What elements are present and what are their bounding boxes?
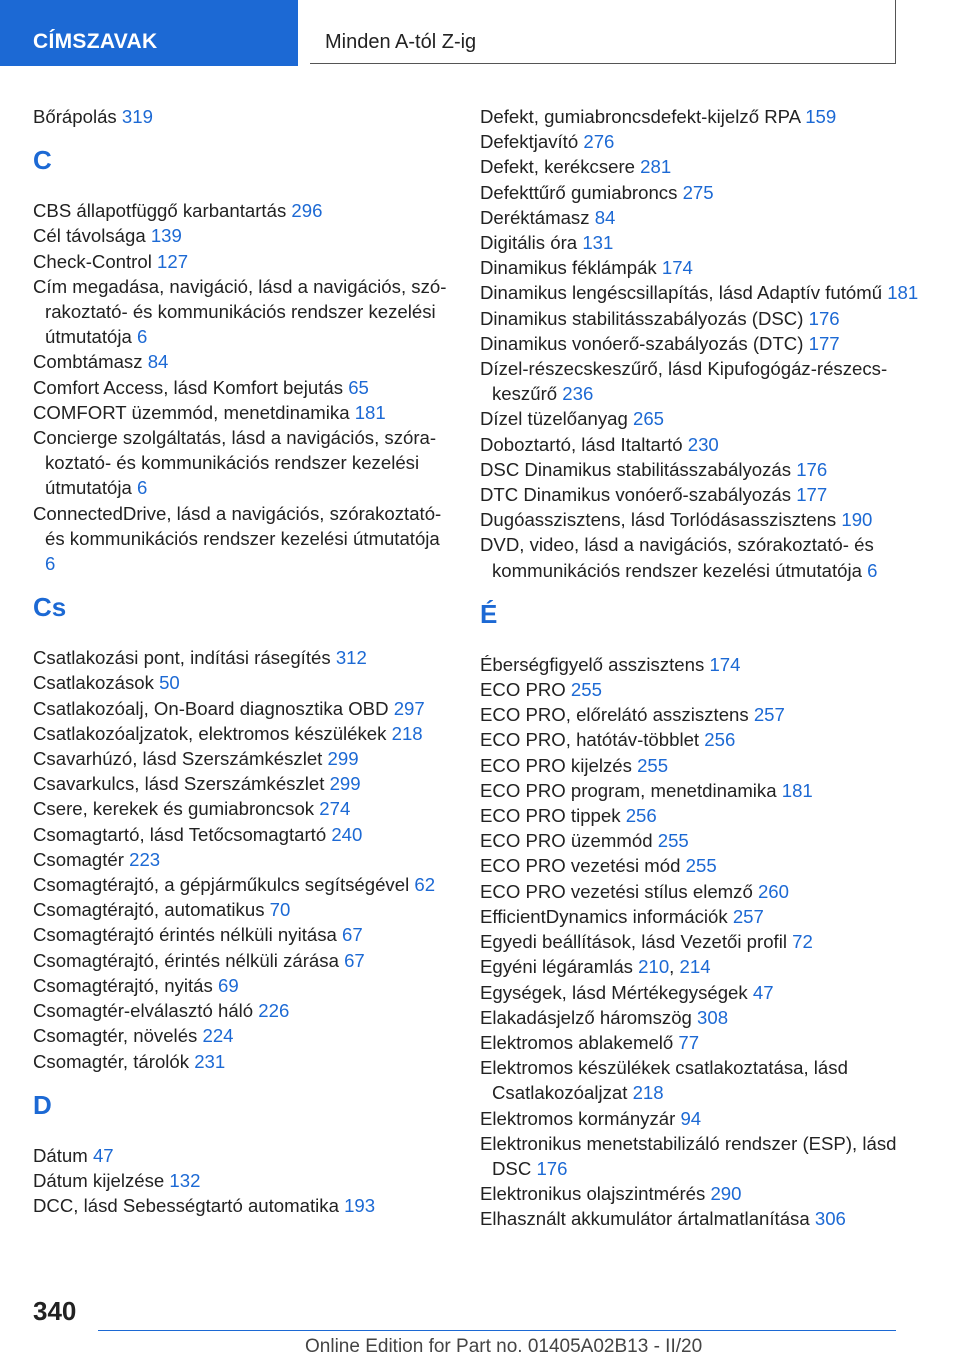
index-entry (480, 954, 930, 979)
index-entry (480, 652, 930, 677)
index-entry (33, 349, 453, 374)
index-entry (33, 1023, 453, 1048)
index-entry (480, 929, 930, 954)
index-entry (33, 1143, 453, 1168)
index-page-link[interactable]: 139 (150, 225, 182, 247)
index-page-link[interactable]: 255 (637, 754, 669, 776)
index-entry-text: Dinamikus lengéscsillapítás, lásd Adaptív futómű (480, 282, 888, 304)
index-entry (480, 828, 930, 853)
index-entry (33, 425, 453, 501)
index-entry (480, 778, 930, 803)
index-entry (480, 727, 930, 752)
index-entry (33, 746, 453, 771)
index-entry-text: Csomagtérajtó, érintés nélküli zárása (33, 949, 345, 971)
index-entry (480, 457, 930, 482)
index-entry-text: Elakadásjelző háromszög (480, 1006, 698, 1028)
index-page-link[interactable]: 308 (697, 1006, 729, 1028)
index-entry-text: Defekttűrő gumiabroncs (480, 181, 683, 203)
index-page-link[interactable]: 181 (887, 282, 919, 304)
index-entry-text: Dinamikus stabilitásszabályozás (DSC) (480, 307, 809, 329)
index-page-link[interactable]: 230 (687, 433, 719, 455)
index-page-link[interactable]: 6 (137, 326, 148, 348)
index-page-link[interactable]: 65 (348, 376, 369, 398)
index-entry-text: Csomagtér, növelés (33, 1025, 203, 1047)
index-page-link[interactable]: 177 (808, 332, 840, 354)
index-entry-text: Csavarhúzó, lásd Szerszámkészlet (33, 748, 328, 770)
index-entry (480, 853, 930, 878)
index-page-link[interactable]: 299 (329, 773, 361, 795)
index-entry (480, 205, 930, 230)
index-page-link[interactable]: 257 (732, 905, 764, 927)
tab-a-to-z-label: Minden A-tól Z-ig (325, 31, 477, 53)
index-entry-text: Dinamikus vonóerő-szabályozás (DTC) (480, 332, 809, 354)
index-entry (480, 180, 930, 205)
index-entry-text: ECO PRO program, menetdinamika (480, 779, 782, 801)
index-entry-text: Digitális óra (480, 232, 583, 254)
index-entry (33, 922, 453, 947)
index-entry-text: Defekt, kerékcsere (480, 156, 641, 178)
index-entry-text: Csatlakozóalj, On-Board diagnosztika OBD (33, 697, 394, 719)
index-page-link[interactable]: 275 (682, 181, 714, 203)
index-entry-text: Csomagtérajtó, automatikus (33, 899, 270, 921)
index-page-link[interactable]: 224 (202, 1025, 234, 1047)
index-entry (33, 375, 453, 400)
index-page-link[interactable]: 70 (269, 899, 291, 921)
index-page-link[interactable]: 72 (792, 931, 813, 953)
index-page-link[interactable]: 255 (570, 679, 602, 701)
index-page-link[interactable]: 256 (625, 805, 657, 827)
index-entry-text: Egyéni légáramlás (480, 956, 639, 978)
index-entry-text: DCC, lásd Sebességtartó automatika (33, 1195, 345, 1217)
index-page-link[interactable]: 255 (657, 830, 689, 852)
index-page-link[interactable]: 256 (704, 729, 736, 751)
index-entry-text: Bőrápolás (33, 106, 122, 127)
index-entry-text: Elektronikus olajszintmérés (480, 1183, 711, 1205)
index-entry (33, 822, 453, 847)
index-entry-text: Csomagtér (33, 848, 130, 870)
index-page-link[interactable]: 319 (121, 106, 153, 127)
index-entry (33, 274, 453, 350)
page-number: 340 (33, 1296, 77, 1326)
index-entry (480, 104, 930, 129)
index-entry-text: Csomagtérajtó érintés nélküli nyitása (33, 924, 343, 946)
index-entry-text: Defekt, gumiabroncsdefekt-kijelző RPA (480, 106, 806, 127)
index-page-link[interactable]: 176 (796, 458, 828, 480)
index-page-link[interactable]: 297 (393, 697, 425, 719)
index-entry (480, 677, 930, 702)
index-entry-text: ECO PRO (480, 679, 571, 701)
index-entry (33, 1168, 453, 1193)
index-page-link[interactable]: 176 (536, 1157, 568, 1179)
index-page-link[interactable]: 127 (157, 250, 189, 272)
index-page-link[interactable]: 132 (169, 1169, 201, 1191)
index-page-link[interactable]: 181 (354, 401, 386, 423)
index-page-link[interactable]: 193 (344, 1195, 376, 1217)
index-entry-text: Elektromos készülékek csatlakoztatása, lásd Csatlakozóaljzat (480, 1057, 848, 1104)
index-entry-text: Elhasznált akkumulátor ártalmatlanítása (480, 1208, 815, 1230)
index-entry-text: Elektromos ablakemelő (480, 1031, 679, 1053)
index-entry (480, 1131, 930, 1181)
index-entry (480, 1055, 930, 1105)
index-entry (33, 670, 453, 695)
index-page-link[interactable]: 274 (319, 798, 351, 820)
index-entry-text: Csomagtér, tárolók (33, 1050, 195, 1072)
index-entry (480, 230, 930, 255)
index-entry (33, 998, 453, 1023)
index-column-right (480, 104, 930, 1232)
index-entry (33, 223, 453, 248)
index-entry-text: Dinamikus féklámpák (480, 257, 662, 279)
index-letter-heading: É (480, 598, 498, 629)
index-entry (480, 255, 930, 280)
index-page-link[interactable]: 210 (638, 956, 670, 978)
index-entry-text: CBS állapotfüggő karbantartás (33, 200, 292, 222)
index-entry (33, 771, 453, 796)
index-page-link[interactable]: 62 (414, 874, 436, 896)
index-page-link[interactable]: 240 (331, 823, 363, 845)
index-entry-text: Cél távolsága (33, 225, 151, 247)
index-page-link[interactable]: 6 (137, 477, 148, 499)
index-entry (480, 129, 930, 154)
index-entry (480, 507, 930, 532)
index-page-link[interactable]: 67 (342, 924, 363, 946)
footer-divider (98, 1330, 896, 1331)
index-entry-text: ECO PRO tippek (480, 805, 626, 827)
index-entry (480, 1005, 930, 1030)
index-page-link[interactable]: 306 (814, 1208, 846, 1230)
index-entry-text: Doboztartó, lásd Italtartó (480, 433, 688, 455)
index-entry (480, 879, 930, 904)
index-page-link[interactable]: 159 (805, 106, 837, 127)
index-page-link[interactable]: 296 (291, 200, 323, 222)
index-entry (33, 249, 453, 274)
index-entry-text: Dátum (33, 1144, 93, 1166)
index-page-link[interactable]: 174 (661, 257, 693, 279)
index-entry-text: Egyedi beállítások, lásd Vezetői profil (480, 931, 793, 953)
index-entry (480, 306, 930, 331)
index-letter-heading: Cs (33, 592, 67, 623)
index-entry-text: ECO PRO, előrelátó asszisztens (480, 704, 754, 726)
index-entry-text: ECO PRO vezetési mód (480, 855, 686, 877)
index-entry-text: Comfort Access, lásd Komfort bejutás (33, 376, 349, 398)
index-entry (480, 482, 930, 507)
index-entry (480, 904, 930, 929)
index-page-link[interactable]: 84 (594, 206, 616, 228)
index-entry-text: Elektromos kormányzár (480, 1107, 681, 1129)
index-entry-text: Defektjavító (480, 131, 584, 153)
index-entry (33, 948, 453, 973)
index-page-link[interactable]: 223 (129, 848, 161, 870)
index-entry-text: Csomagtérajtó, nyitás (33, 974, 218, 996)
index-entry-text: Elektronikus menetstabilizáló rendszer (ESP), lásd DSC (480, 1132, 897, 1179)
index-page-link[interactable]: 231 (194, 1050, 226, 1072)
index-entry (480, 154, 930, 179)
index-entry (480, 356, 930, 406)
index-entry (480, 1181, 930, 1206)
index-page-link[interactable]: 181 (781, 779, 813, 801)
index-entry (33, 897, 453, 922)
index-entry-text: Check-Control (33, 250, 158, 272)
index-entry-text: COMFORT üzemmód, menetdinamika (33, 401, 355, 423)
index-page-link[interactable]: 265 (632, 408, 665, 430)
index-entry (33, 1193, 453, 1218)
index-entry (33, 501, 453, 577)
index-entry-text: EfficientDynamics információk (480, 905, 733, 927)
index-page-link[interactable]: 94 (680, 1107, 702, 1129)
index-entry (33, 973, 453, 998)
index-page-link[interactable]: 290 (710, 1183, 742, 1205)
index-entry (33, 696, 453, 721)
index-page-link[interactable]: 174 (709, 653, 741, 675)
index-entry-text: Csatlakozóaljzatok, elektromos készülékek (33, 722, 392, 744)
index-page-link[interactable]: 177 (796, 484, 828, 506)
index-entry (480, 1030, 930, 1055)
index-entry-text: Combtámasz (33, 351, 148, 373)
index-columns (33, 104, 933, 1284)
index-entry (480, 1106, 930, 1131)
index-page-link[interactable]: 190 (841, 509, 873, 531)
index-entry-text: Cím megadása, navigáció, lásd a navigációs, szórakoztató- és kommunikációs rendszer kezelési útmutatója (33, 275, 447, 348)
index-entry-text: Éberségfigyelő asszisztens (480, 653, 710, 675)
header-tab-bar (0, 0, 960, 66)
index-entry-text: Dízel-részecskeszűrő, lásd Kipufogógáz-részecskeszűrő (480, 358, 888, 405)
index-entry-text: DTC Dinamikus vonóerő-szabályozás (480, 484, 797, 506)
index-page-separator: , (669, 956, 680, 978)
index-entry (480, 803, 930, 828)
index-page-link[interactable]: 84 (147, 351, 169, 373)
index-entry-text: Csatlakozási pont, indítási rásegítés (33, 647, 336, 669)
index-page-link[interactable]: 176 (808, 307, 840, 329)
index-entry (480, 406, 930, 431)
index-entry (480, 432, 930, 457)
index-entry (33, 645, 453, 670)
index-entry (33, 847, 453, 872)
index-entry-text: Csomagtér-elválasztó háló (33, 1000, 259, 1022)
index-page-link[interactable]: 50 (159, 672, 180, 694)
index-page-link[interactable]: 77 (678, 1031, 700, 1053)
index-entry (33, 198, 453, 223)
index-entry (480, 280, 930, 305)
index-entry-text: Csavarkulcs, lásd Szerszámkészlet (33, 773, 330, 795)
index-entry (480, 702, 930, 727)
index-entry-text: DVD, video, lásd a navigációs, szórakoztató- és kommunikációs rendszer kezelési útmutatója (480, 534, 874, 581)
index-letter-heading: C (33, 145, 52, 176)
index-entry (480, 753, 930, 778)
index-entry-text: Concierge szolgáltatás, lásd a navigációs, szórakoztató- és kommunikációs rendszer kezelési útmutatója (33, 427, 437, 499)
index-page-link[interactable]: 281 (640, 156, 672, 178)
index-entry (480, 980, 930, 1005)
index-entry (33, 872, 453, 897)
index-page-link[interactable]: 218 (391, 722, 423, 744)
index-entry-text: DSC Dinamikus stabilitásszabályozás (480, 458, 797, 480)
index-entry-text: ECO PRO vezetési stílus elemző (480, 880, 758, 902)
index-entry-text: ECO PRO üzemmód (480, 830, 658, 852)
index-entry-text: Egységek, lásd Mértékegységek (480, 981, 753, 1003)
index-entry-text: Dátum kijelzése (33, 1169, 170, 1191)
index-page-link[interactable]: 218 (632, 1082, 664, 1104)
index-page-link[interactable]: 276 (583, 131, 615, 153)
index-entry (33, 721, 453, 746)
index-entry-text: Deréktámasz (480, 206, 595, 228)
index-letter-heading: D (33, 1089, 52, 1120)
index-page-link[interactable]: 6 (45, 553, 56, 575)
index-entry (33, 104, 453, 129)
footer-edition-text: Online Edition for Part no. 01405A02B13 - II/20 (305, 1336, 703, 1357)
index-entry (480, 331, 930, 356)
index-page-link[interactable]: 255 (685, 855, 717, 877)
index-page-link[interactable]: 236 (562, 383, 594, 405)
index-page-link[interactable]: 47 (92, 1144, 114, 1166)
tab-a-to-z[interactable] (310, 0, 896, 64)
index-entry (480, 532, 930, 582)
index-page-link[interactable]: 67 (344, 949, 365, 971)
index-page-link[interactable]: 299 (327, 748, 359, 770)
index-entry-text: Csere, kerekek és gumiabroncsok (33, 798, 320, 820)
index-entry (33, 400, 453, 425)
index-entry-text: ECO PRO kijelzés (480, 754, 638, 776)
index-page-link[interactable]: 257 (753, 704, 785, 726)
index-entry-text: ConnectedDrive, lásd a navigációs, szórakoztató- és kommunikációs rendszer kezelési útmutatója (33, 502, 442, 549)
index-entry-text: Csomagtartó, lásd Tetőcsomagtartó (33, 823, 332, 845)
index-page-link[interactable]: 69 (217, 974, 239, 996)
tab-keywords-label: CÍMSZAVAK (33, 30, 158, 53)
index-page-link[interactable]: 226 (258, 1000, 290, 1022)
index-entry-text: Csatlakozások (33, 672, 160, 694)
index-entry-text: Dugóasszisztens, lásd Torlódásasszisztens (480, 509, 842, 531)
index-entry (480, 1206, 930, 1231)
index-entry-text: ECO PRO, hatótáv-többlet (480, 729, 705, 751)
index-entry (33, 796, 453, 821)
index-column-left (33, 104, 453, 1218)
tab-keywords[interactable] (0, 0, 298, 66)
index-entry-text: Csomagtérajtó, a gépjárműkulcs segítségével (33, 874, 415, 896)
index-page-link[interactable]: 312 (335, 647, 367, 669)
index-entry (33, 1049, 453, 1074)
index-page-link[interactable]: 47 (752, 981, 774, 1003)
index-page-link[interactable]: 131 (582, 232, 614, 254)
index-page-link[interactable]: 6 (867, 559, 878, 581)
index-page-link[interactable]: 260 (757, 880, 789, 902)
index-page-link[interactable]: 214 (679, 956, 711, 978)
index-entry-text: Dízel tüzelőanyag (480, 408, 633, 430)
